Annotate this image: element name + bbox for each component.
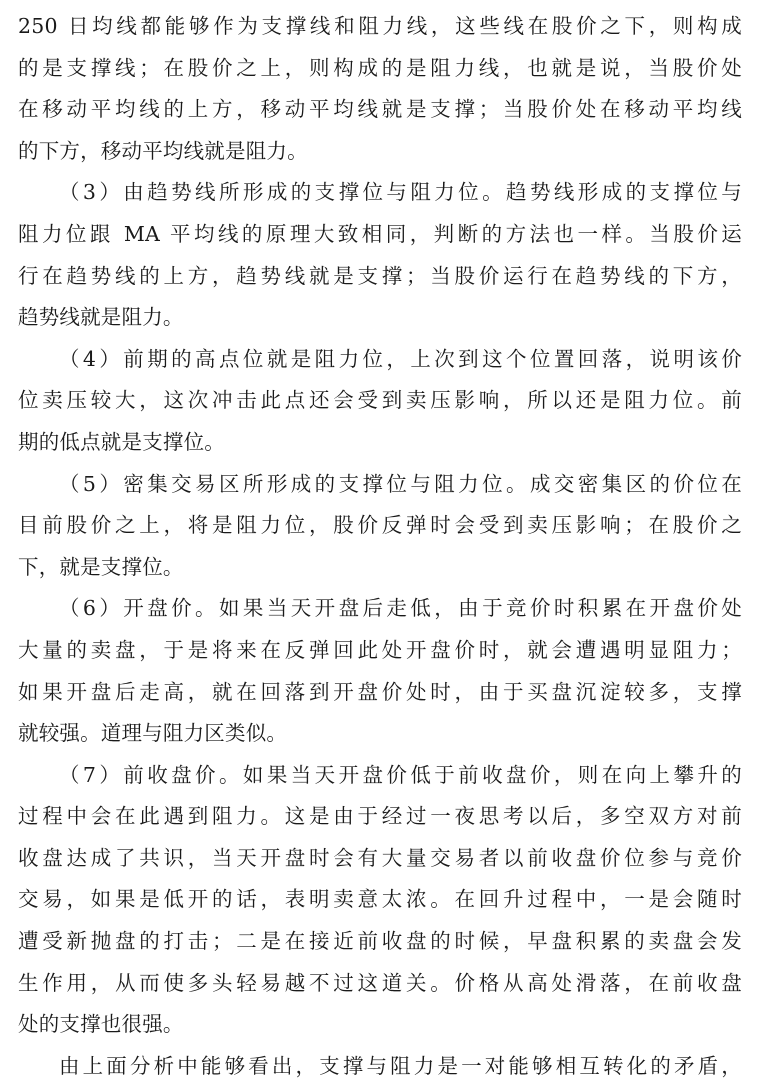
text-line: （6）开盘价。如果当天开盘后走低，由于竞价时积累在开盘价处 <box>59 596 742 621</box>
text-line: （7）前收盘价。如果当天开盘价低于前收盘价，则在向上攀升的 <box>59 762 742 787</box>
text-line: 行在趋势线的上方，趋势线就是支撑；当股价运行在趋势线的下方， <box>18 263 742 288</box>
text-line: 在移动平均线的上方，移动平均线就是支撑；当股价处在移动平均线 <box>18 97 742 122</box>
paragraph <box>18 339 742 464</box>
paragraph <box>18 464 742 589</box>
text-line: 收盘达成了共识，当天开盘时会有大量交易者以前收盘价位参与竞价 <box>18 845 742 870</box>
text-line: 下，就是支撑位。 <box>18 554 184 579</box>
paragraph <box>18 172 742 338</box>
text-line: 的下方，移动平均线就是阻力。 <box>18 138 308 163</box>
text-line: 就较强。道理与阻力区类似。 <box>18 721 288 746</box>
text-line: （5）密集交易区所形成的支撑位与阻力位。成交密集区的价位在 <box>59 471 742 496</box>
paragraph <box>18 1046 742 1087</box>
text-line: 如果开盘后走高，就在回落到开盘价处时，由于买盘沉淀较多，支撑 <box>18 679 742 704</box>
text-line: 趋势线就是阻力。 <box>18 305 184 330</box>
text-line: 由上面分析中能够看出，支撑与阻力是一对能够相互转化的矛盾， <box>59 1053 742 1078</box>
text-line: 的是支撑线；在股价之上，则构成的是阻力线，也就是说，当股价处 <box>18 55 742 80</box>
text-line: 交易，如果是低开的话，表明卖意太浓。在回升过程中，一是会随时 <box>18 887 742 912</box>
text-line: 处的支撑也很强。 <box>18 1012 184 1037</box>
text-line: 生作用，从而使多头轻易越不过这道关。价格从高处滑落，在前收盘 <box>18 970 742 995</box>
text-line: 250 日均线都能够作为支撑线和阻力线，这些线在股价之下，则构成 <box>18 14 742 38</box>
text-line: 目前股价之上，将是阻力位，股价反弹时会受到卖压影响；在股价之 <box>18 513 742 538</box>
text-line: 位卖压较大，这次冲击此点还会受到卖压影响，所以还是阻力位。前 <box>18 388 742 413</box>
text-line: 阻力位跟 MA 平均线的原理大致相同，判断的方法也一样。当股价运 <box>18 221 742 246</box>
text-line: 期的低点就是支撑位。 <box>18 429 225 454</box>
paragraph <box>18 6 742 172</box>
text-line: 大量的卖盘，于是将来在反弹回此处开盘价时，就会遭遇明显阻力； <box>18 637 742 662</box>
text-line: （4）前期的高点位就是阻力位，上次到这个位置回落，说明该价 <box>59 346 742 371</box>
document-page <box>18 6 742 1087</box>
paragraph <box>18 755 742 1046</box>
text-line: 过程中会在此遇到阻力。这是由于经过一夜思考以后，多空双方对前 <box>18 804 742 829</box>
paragraph <box>18 588 742 754</box>
text-line: （3）由趋势线所形成的支撑位与阻力位。趋势线形成的支撑位与 <box>59 180 742 205</box>
text-line: 遭受新抛盘的打击；二是在接近前收盘的时候，早盘积累的卖盘会发 <box>18 929 742 954</box>
